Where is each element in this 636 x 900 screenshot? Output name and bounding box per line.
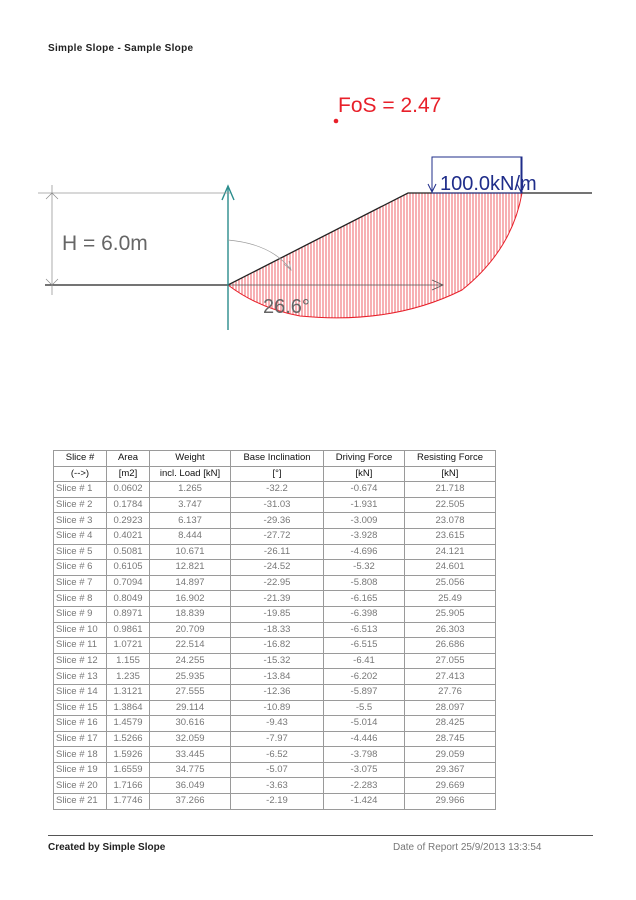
cell-weight: 27.555	[150, 684, 231, 700]
cell-driving-force: -3.928	[324, 528, 405, 544]
cell-slice: Slice # 13	[54, 669, 107, 685]
table-row	[54, 700, 496, 716]
cell-driving-force: -5.897	[324, 684, 405, 700]
slice-results-table	[53, 450, 496, 810]
cell-base-inclination: -13.84	[231, 669, 324, 685]
page-title: Simple Slope - Sample Slope	[48, 43, 194, 54]
cell-driving-force: -3.798	[324, 747, 405, 763]
cell-slice: Slice # 18	[54, 747, 107, 763]
cell-resisting-force: 27.055	[405, 653, 496, 669]
header-base-inclination: Base Inclination	[231, 451, 324, 467]
cell-driving-force: -6.515	[324, 638, 405, 654]
cell-base-inclination: -15.32	[231, 653, 324, 669]
angle-label: 26.6°	[263, 296, 310, 318]
cell-resisting-force: 25.905	[405, 606, 496, 622]
cell-slice: Slice # 17	[54, 731, 107, 747]
table-row	[54, 622, 496, 638]
cell-area: 1.6559	[107, 762, 150, 778]
cell-slice: Slice # 8	[54, 591, 107, 607]
unit-slice: (-->)	[54, 466, 107, 482]
cell-driving-force: -6.513	[324, 622, 405, 638]
cell-weight: 3.747	[150, 497, 231, 513]
cell-base-inclination: -26.11	[231, 544, 324, 560]
table-units-row	[54, 466, 496, 482]
cell-driving-force: -5.5	[324, 700, 405, 716]
cell-resisting-force: 23.078	[405, 513, 496, 529]
fos-label: FoS = 2.47	[338, 94, 442, 117]
cell-area: 0.9861	[107, 622, 150, 638]
cell-resisting-force: 22.505	[405, 497, 496, 513]
cell-slice: Slice # 9	[54, 606, 107, 622]
cell-slice: Slice # 11	[54, 638, 107, 654]
cell-resisting-force: 25.056	[405, 575, 496, 591]
cell-resisting-force: 27.76	[405, 684, 496, 700]
cell-weight: 25.935	[150, 669, 231, 685]
load-label: 100.0kN/m	[440, 173, 537, 195]
footer-report-date: Date of Report 25/9/2013 13:3:54	[393, 842, 542, 853]
cell-area: 0.0602	[107, 482, 150, 498]
angle-arc	[228, 240, 291, 270]
table-row	[54, 497, 496, 513]
cell-weight: 24.255	[150, 653, 231, 669]
table-header-row	[54, 451, 496, 467]
table-row	[54, 731, 496, 747]
cell-resisting-force: 29.669	[405, 778, 496, 794]
unit-weight: incl. Load [kN]	[150, 466, 231, 482]
cell-area: 0.7094	[107, 575, 150, 591]
cell-resisting-force: 29.059	[405, 747, 496, 763]
cell-base-inclination: -29.36	[231, 513, 324, 529]
cell-base-inclination: -31.03	[231, 497, 324, 513]
cell-area: 1.235	[107, 669, 150, 685]
cell-driving-force: -5.32	[324, 560, 405, 576]
cell-driving-force: -6.398	[324, 606, 405, 622]
cell-weight: 20.709	[150, 622, 231, 638]
cell-resisting-force: 23.615	[405, 528, 496, 544]
header-area: Area	[107, 451, 150, 467]
cell-slice: Slice # 15	[54, 700, 107, 716]
cell-base-inclination: -24.52	[231, 560, 324, 576]
cell-slice: Slice # 4	[54, 528, 107, 544]
header-driving-force: Driving Force	[324, 451, 405, 467]
cell-driving-force: -3.009	[324, 513, 405, 529]
cell-base-inclination: -9.43	[231, 716, 324, 732]
cell-slice: Slice # 5	[54, 544, 107, 560]
cell-weight: 34.775	[150, 762, 231, 778]
cell-area: 0.2923	[107, 513, 150, 529]
cell-area: 0.1784	[107, 497, 150, 513]
cell-slice: Slice # 16	[54, 716, 107, 732]
cell-base-inclination: -12.36	[231, 684, 324, 700]
table-row	[54, 591, 496, 607]
cell-resisting-force: 24.121	[405, 544, 496, 560]
header-weight: Weight	[150, 451, 231, 467]
cell-area: 1.155	[107, 653, 150, 669]
footer-divider	[48, 835, 593, 836]
cell-slice: Slice # 1	[54, 482, 107, 498]
cell-slice: Slice # 12	[54, 653, 107, 669]
cell-slice: Slice # 19	[54, 762, 107, 778]
cell-weight: 30.616	[150, 716, 231, 732]
cell-slice: Slice # 20	[54, 778, 107, 794]
cell-resisting-force: 29.367	[405, 762, 496, 778]
cell-weight: 18.839	[150, 606, 231, 622]
table-row	[54, 560, 496, 576]
cell-resisting-force: 26.686	[405, 638, 496, 654]
table-row	[54, 794, 496, 810]
cell-base-inclination: -2.19	[231, 794, 324, 810]
cell-slice: Slice # 10	[54, 622, 107, 638]
cell-driving-force: -4.696	[324, 544, 405, 560]
table-row	[54, 575, 496, 591]
cell-slice: Slice # 21	[54, 794, 107, 810]
cell-base-inclination: -21.39	[231, 591, 324, 607]
cell-area: 1.3864	[107, 700, 150, 716]
cell-driving-force: -2.283	[324, 778, 405, 794]
cell-resisting-force: 29.966	[405, 794, 496, 810]
cell-base-inclination: -32.2	[231, 482, 324, 498]
unit-area: [m2]	[107, 466, 150, 482]
table-row	[54, 716, 496, 732]
cell-base-inclination: -3.63	[231, 778, 324, 794]
cell-slice: Slice # 6	[54, 560, 107, 576]
cell-area: 1.4579	[107, 716, 150, 732]
cell-weight: 1.265	[150, 482, 231, 498]
cell-base-inclination: -5.07	[231, 762, 324, 778]
table-row	[54, 653, 496, 669]
cell-driving-force: -0.674	[324, 482, 405, 498]
cell-weight: 33.445	[150, 747, 231, 763]
table-row	[54, 778, 496, 794]
slip-circle-center	[334, 119, 339, 124]
cell-weight: 14.897	[150, 575, 231, 591]
cell-base-inclination: -16.82	[231, 638, 324, 654]
cell-base-inclination: -18.33	[231, 622, 324, 638]
cell-driving-force: -5.014	[324, 716, 405, 732]
height-label: H = 6.0m	[62, 232, 148, 255]
cell-area: 0.6105	[107, 560, 150, 576]
cell-slice: Slice # 2	[54, 497, 107, 513]
cell-driving-force: -1.931	[324, 497, 405, 513]
cell-weight: 12.821	[150, 560, 231, 576]
cell-slice: Slice # 7	[54, 575, 107, 591]
cell-driving-force: -6.165	[324, 591, 405, 607]
cell-weight: 10.671	[150, 544, 231, 560]
cell-resisting-force: 24.601	[405, 560, 496, 576]
header-slice: Slice #	[54, 451, 107, 467]
cell-resisting-force: 26.303	[405, 622, 496, 638]
cell-base-inclination: -19.85	[231, 606, 324, 622]
cell-area: 1.0721	[107, 638, 150, 654]
cell-weight: 22.514	[150, 638, 231, 654]
cell-resisting-force: 25.49	[405, 591, 496, 607]
cell-area: 0.5081	[107, 544, 150, 560]
cell-driving-force: -5.808	[324, 575, 405, 591]
cell-slice: Slice # 14	[54, 684, 107, 700]
table-row	[54, 528, 496, 544]
cell-resisting-force: 28.425	[405, 716, 496, 732]
table-row	[54, 638, 496, 654]
table-row	[54, 684, 496, 700]
table-row	[54, 669, 496, 685]
cell-area: 1.5266	[107, 731, 150, 747]
cell-resisting-force: 28.745	[405, 731, 496, 747]
cell-driving-force: -1.424	[324, 794, 405, 810]
table-row	[54, 606, 496, 622]
cell-area: 0.4021	[107, 528, 150, 544]
cell-driving-force: -6.202	[324, 669, 405, 685]
table-row	[54, 513, 496, 529]
cell-driving-force: -4.446	[324, 731, 405, 747]
unit-driving-force: [kN]	[324, 466, 405, 482]
cell-driving-force: -3.075	[324, 762, 405, 778]
unit-resisting-force: [kN]	[405, 466, 496, 482]
cell-weight: 6.137	[150, 513, 231, 529]
cell-resisting-force: 28.097	[405, 700, 496, 716]
cell-driving-force: -6.41	[324, 653, 405, 669]
table-row	[54, 762, 496, 778]
cell-weight: 36.049	[150, 778, 231, 794]
cell-resisting-force: 21.718	[405, 482, 496, 498]
cell-area: 1.7166	[107, 778, 150, 794]
cell-area: 0.8049	[107, 591, 150, 607]
cell-area: 1.7746	[107, 794, 150, 810]
table-row	[54, 544, 496, 560]
cell-resisting-force: 27.413	[405, 669, 496, 685]
slope-diagram	[0, 0, 636, 420]
unit-base-inclination: [°]	[231, 466, 324, 482]
cell-weight: 8.444	[150, 528, 231, 544]
cell-area: 1.5926	[107, 747, 150, 763]
table-row	[54, 482, 496, 498]
cell-weight: 29.114	[150, 700, 231, 716]
cell-base-inclination: -27.72	[231, 528, 324, 544]
cell-slice: Slice # 3	[54, 513, 107, 529]
cell-base-inclination: -7.97	[231, 731, 324, 747]
cell-weight: 32.059	[150, 731, 231, 747]
header-resisting-force: Resisting Force	[405, 451, 496, 467]
cell-area: 0.8971	[107, 606, 150, 622]
cell-base-inclination: -10.89	[231, 700, 324, 716]
cell-base-inclination: -6.52	[231, 747, 324, 763]
table-row	[54, 747, 496, 763]
cell-base-inclination: -22.95	[231, 575, 324, 591]
footer-created-by: Created by Simple Slope	[48, 842, 166, 853]
cell-weight: 16.902	[150, 591, 231, 607]
cell-weight: 37.266	[150, 794, 231, 810]
cell-area: 1.3121	[107, 684, 150, 700]
